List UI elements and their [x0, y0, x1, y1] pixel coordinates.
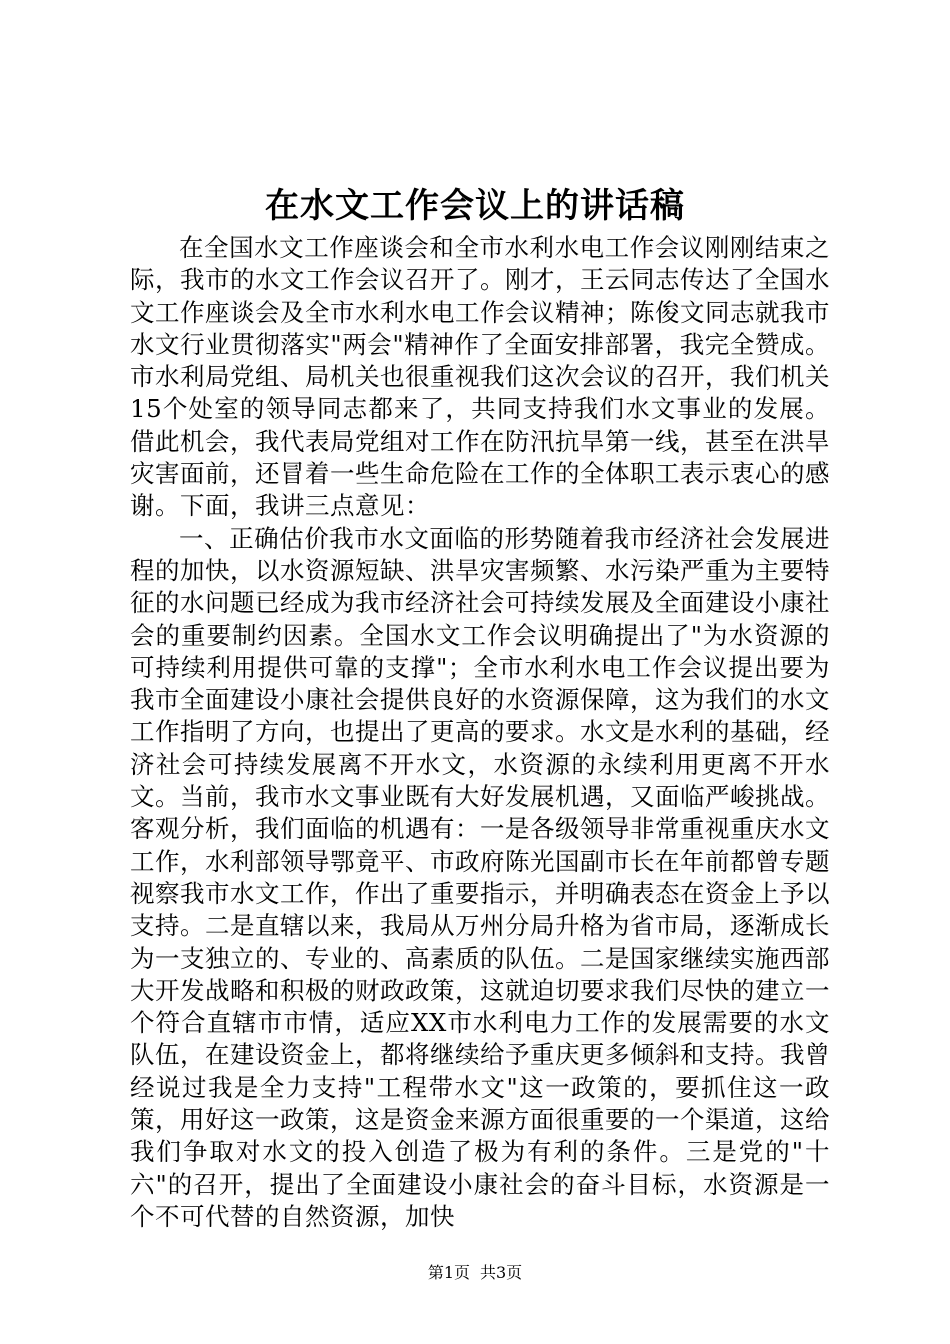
document-body: [130, 232, 830, 1233]
paragraph-section-one: 一、正确估价我市水文面临的形势随着我市经济社会发展进程的加快，以水资源短缺、洪旱灾害频繁、水污染严重为主要特征的水问题已经成为我市经济社会可持续发展及全面建设小康社会的重要制约因素。全国水文工作会议明确提出了"为水资源的可持续利用提供可靠的支撑"；全市水利水电工作会议提出要为我市全面建设小康社会提供良好的水资源保障，这为我们的水文工作指明了方向，也提出了更高的要求。水文是水利的基础，经济社会可持续发展离不开水文，水资源的永续利用更离不开水文。当前，我市水文事业既有大好发展机遇，又面临严峻挑战。客观分析，我们面临的机遇有：一是各级领导非常重视重庆水文工作，水利部领导鄂竟平、市政府陈光国副市长在年前都曾专题视察我市水文工作，作出了重要指示，并明确表态在资金上予以支持。二是直辖以来，我局从万州分局升格为省市局，逐渐成长为一支独立的、专业的、高素质的队伍。二是国家继续实施西部大开发战略和积极的财政政策，这就迫切要求我们尽快的建立一个符合直辖市市情，适应XX市水利电力工作的发展需要的水文队伍，在建设资金上，都将继续给予重庆更多倾斜和支持。我曾经说过我是全力支持"工程带水文"这一政策的，要抓住这一政策，用好这一政策，这是资金来源方面很重要的一个渠道，这给我们争取对水文的投入创造了极为有利的条件。三是党的"十六"的召开，提出了全面建设小康社会的奋斗目标，水资源是一个不可代替的自然资源，加快: [130, 523, 830, 1231]
paragraph-intro: 在全国水文工作座谈会和全市水利水电工作会议刚刚结束之际，我市的水文工作会议召开了。刚才，王云同志传达了全国水文工作座谈会及全市水利水电工作会议精神；陈俊文同志就我市水文行业贯彻落实"两会"精神作了全面安排部署，我完全赞成。市水利局党组、局机关也很重视我们这次会议的召开，我们机关15个处室的领导同志都来了，共同支持我们水文事业的发展。借此机会，我代表局党组对工作在防汛抗旱第一线，甚至在洪旱灾害面前，还冒着一些生命危险在工作的全体职工表示衷心的感谢。下面，我讲三点意见：: [130, 233, 830, 521]
page-footer: [0, 1262, 950, 1284]
document-title: 在水文工作会议上的讲话稿: [265, 186, 685, 226]
page-total: 共3页: [480, 1263, 523, 1282]
page-number: 第1页: [427, 1263, 470, 1282]
